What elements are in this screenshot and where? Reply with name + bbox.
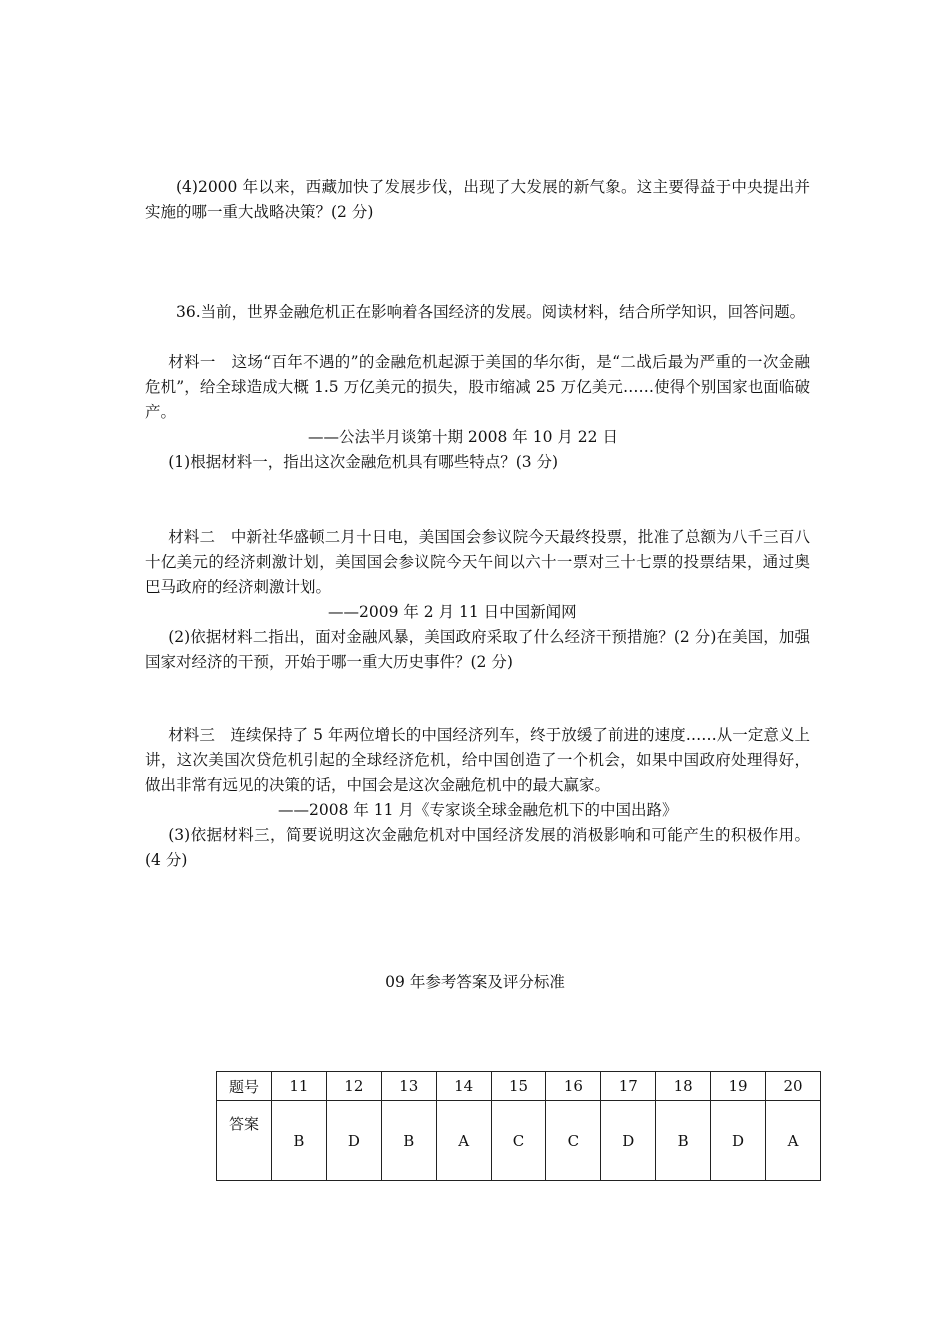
table-cell-number: 11: [272, 1072, 327, 1101]
question-36-intro: 36.当前，世界金融危机正在影响着各国经济的发展。阅读材料，结合所学知识，回答问题。: [176, 303, 806, 321]
question-36-1: (1)根据材料一，指出这次金融危机具有哪些特点？(3 分): [168, 453, 559, 471]
table-cell-answer: D: [711, 1101, 766, 1181]
table-cell-number: 15: [491, 1072, 546, 1101]
table-cell-answer: C: [491, 1101, 546, 1181]
table-cell-number: 18: [656, 1072, 711, 1101]
table-cell-number: 14: [436, 1072, 491, 1101]
answer-table: [216, 1071, 821, 1181]
table-cell-answer: B: [272, 1101, 327, 1181]
table-cell-number: 12: [326, 1072, 381, 1101]
table-cell-answer: A: [436, 1101, 491, 1181]
material-1: 材料一 这场“百年不遇的”的金融危机起源于美国的华尔街，是“二战后最为严重的一次金融危机”，给全球造成大概 1.5 万亿美元的损失，股市缩减 25 万亿美元……使得个别国家也面临破产。: [145, 353, 810, 421]
question-36-2: (2)依据材料二指出，面对金融风暴，美国政府采取了什么经济干预措施？(2 分)在美国，加强国家对经济的干预，开始于哪一重大历史事件？(2 分): [145, 628, 810, 671]
table-cell-number: 17: [601, 1072, 656, 1101]
table-cell-number: 20: [766, 1072, 821, 1101]
table-cell-number: 13: [381, 1072, 436, 1101]
table-cell-answer: B: [656, 1101, 711, 1181]
question-36-3: (3)依据材料三，简要说明这次金融危机对中国经济发展的消极影响和可能产生的积极作用。(4 分): [145, 826, 810, 869]
row-label-number: 题号: [217, 1072, 272, 1101]
table-cell-answer: C: [546, 1101, 601, 1181]
table-cell-answer: B: [381, 1101, 436, 1181]
table-cell-answer: D: [601, 1101, 656, 1181]
material-1-source: ——公法半月谈第十期 2008 年 10 月 22 日: [308, 428, 618, 446]
answer-key-title: 09 年参考答案及评分标准: [385, 973, 565, 991]
table-cell-number: 19: [711, 1072, 766, 1101]
table-cell-number: 16: [546, 1072, 601, 1101]
table-cell-answer: D: [326, 1101, 381, 1181]
material-2-source: ——2009 年 2 月 11 日中国新闻网: [328, 603, 577, 621]
table-row-answers: [217, 1101, 821, 1181]
material-3-source: ——2008 年 11 月《专家谈全球金融危机下的中国出路》: [278, 801, 678, 819]
table-cell-answer: A: [766, 1101, 821, 1181]
row-label-answer: 答案: [217, 1101, 272, 1181]
material-2: 材料二 中新社华盛顿二月十日电，美国国会参议院今天最终投票，批准了总额为八千三百八十亿美元的经济刺激计划，美国国会参议院今天午间以六十一票对三十七票的投票结果，通过奥巴马政府的经济刺激计划。: [145, 528, 810, 596]
material-3: 材料三 连续保持了 5 年两位增长的中国经济列车，终于放缓了前进的速度……从一定意义上讲，这次美国次贷危机引起的全球经济危机，给中国创造了一个机会，如果中国政府处理得好，做出非常有远见的决策的话，中国会是这次金融危机中的最大赢家。: [145, 726, 810, 794]
question-35-4: (4)2000 年以来，西藏加快了发展步伐，出现了大发展的新气象。这主要得益于中央提出并实施的哪一重大战略决策？(2 分): [145, 178, 810, 221]
table-row-numbers: [217, 1072, 821, 1101]
